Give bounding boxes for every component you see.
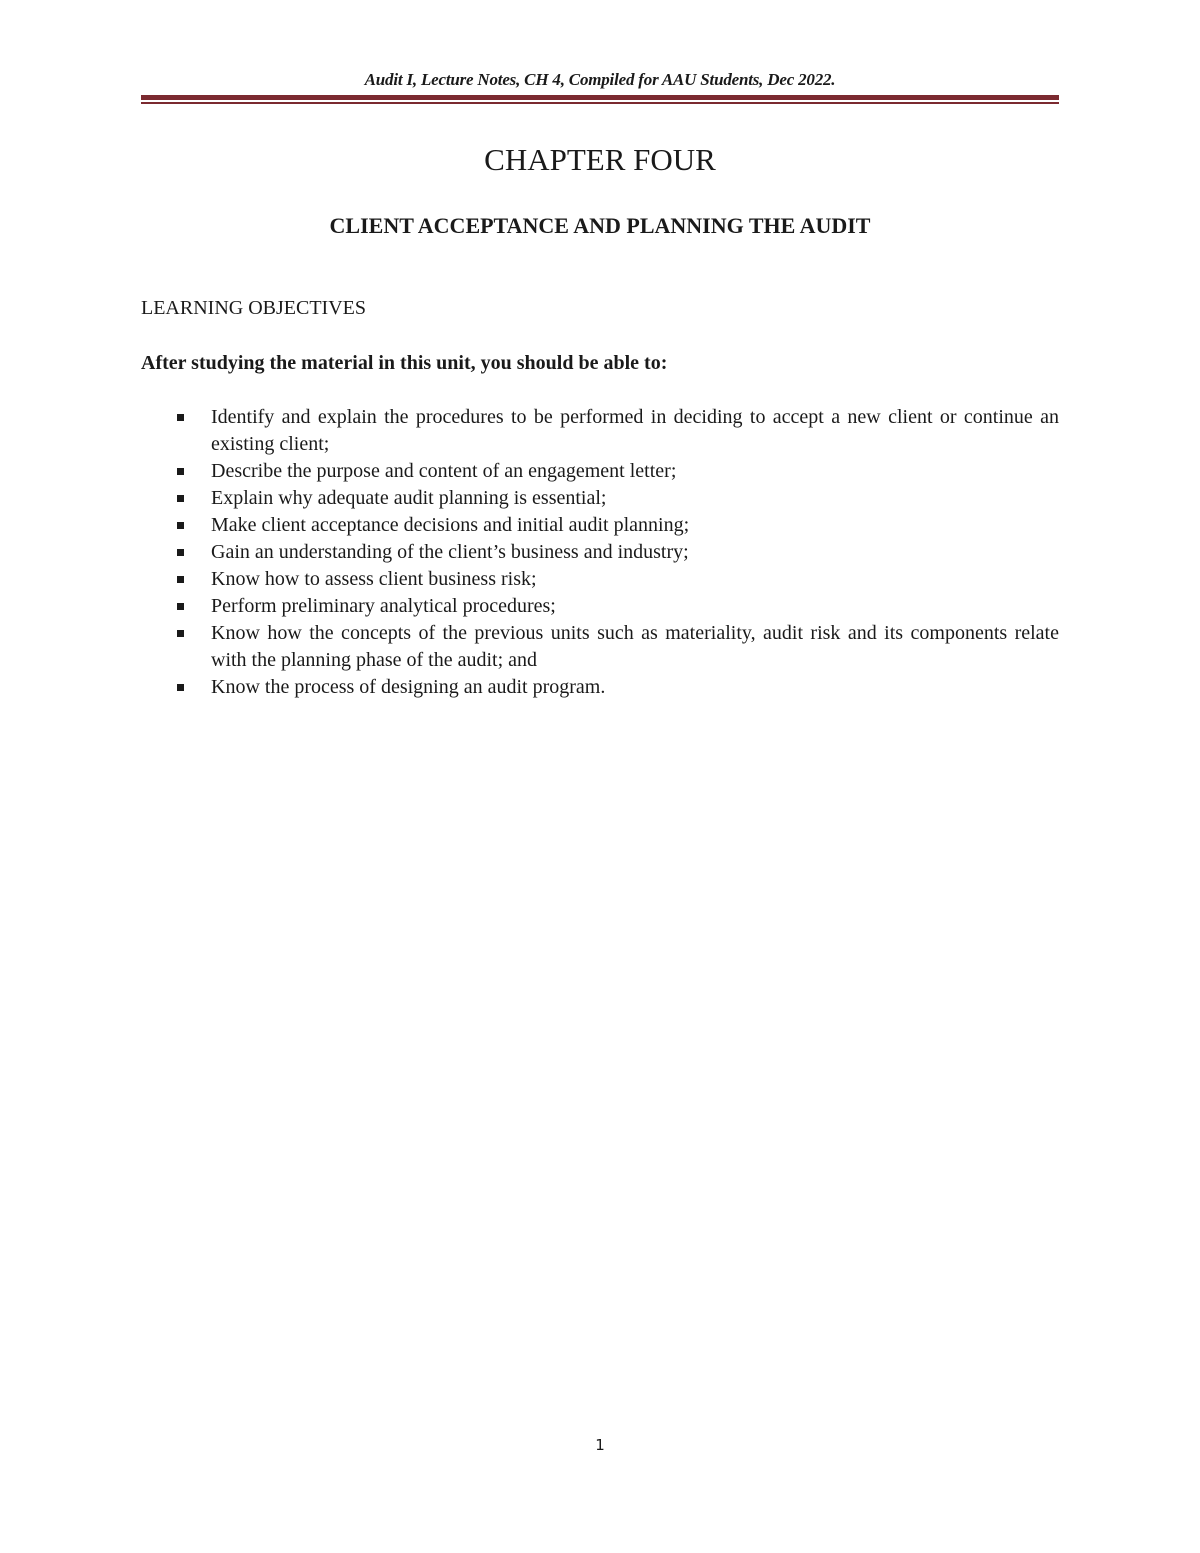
list-item-text: Explain why adequate audit planning is essential;	[211, 487, 607, 509]
list-item-text: Know how to assess client business risk;	[211, 568, 537, 590]
list-item	[141, 404, 1059, 458]
objectives-intro: After studying the material in this unit, you should be able to:	[141, 352, 668, 374]
list-item	[141, 512, 1059, 539]
square-bullet-icon	[177, 468, 184, 475]
page-number: 1	[595, 1436, 605, 1454]
list-item-text: Describe the purpose and content of an engagement letter;	[211, 460, 677, 482]
header-rule-thin	[141, 102, 1059, 104]
square-bullet-icon	[177, 495, 184, 502]
square-bullet-icon	[177, 684, 184, 691]
chapter-subtitle: CLIENT ACCEPTANCE AND PLANNING THE AUDIT	[329, 213, 871, 238]
square-bullet-icon	[177, 414, 184, 421]
list-item	[141, 620, 1059, 674]
list-item	[141, 539, 1059, 566]
square-bullet-icon	[177, 630, 184, 637]
list-item-text: Know the process of designing an audit program.	[211, 676, 606, 698]
list-item	[141, 485, 1059, 512]
list-item-text: Make client acceptance decisions and initial audit planning;	[211, 514, 690, 536]
objectives-list	[141, 404, 1059, 701]
list-item	[141, 593, 1059, 620]
square-bullet-icon	[177, 603, 184, 610]
list-item-text: Perform preliminary analytical procedures;	[211, 595, 556, 617]
running-header: Audit I, Lecture Notes, CH 4, Compiled for AAU Students, Dec 2022.	[364, 70, 836, 89]
list-item-text: Identify and explain the procedures to be performed in deciding to accept a new client or continue an existing client;	[211, 406, 1059, 455]
square-bullet-icon	[177, 576, 184, 583]
list-item	[141, 674, 1059, 701]
list-item	[141, 458, 1059, 485]
square-bullet-icon	[177, 549, 184, 556]
list-item	[141, 566, 1059, 593]
header-rule	[141, 95, 1059, 104]
learning-objectives-heading: LEARNING OBJECTIVES	[141, 297, 366, 319]
list-item-text: Gain an understanding of the client’s business and industry;	[211, 541, 689, 563]
square-bullet-icon	[177, 522, 184, 529]
chapter-title: CHAPTER FOUR	[484, 142, 716, 177]
list-item-text: Know how the concepts of the previous units such as materiality, audit risk and its components relate with the planning phase of the audit; and	[211, 622, 1059, 671]
